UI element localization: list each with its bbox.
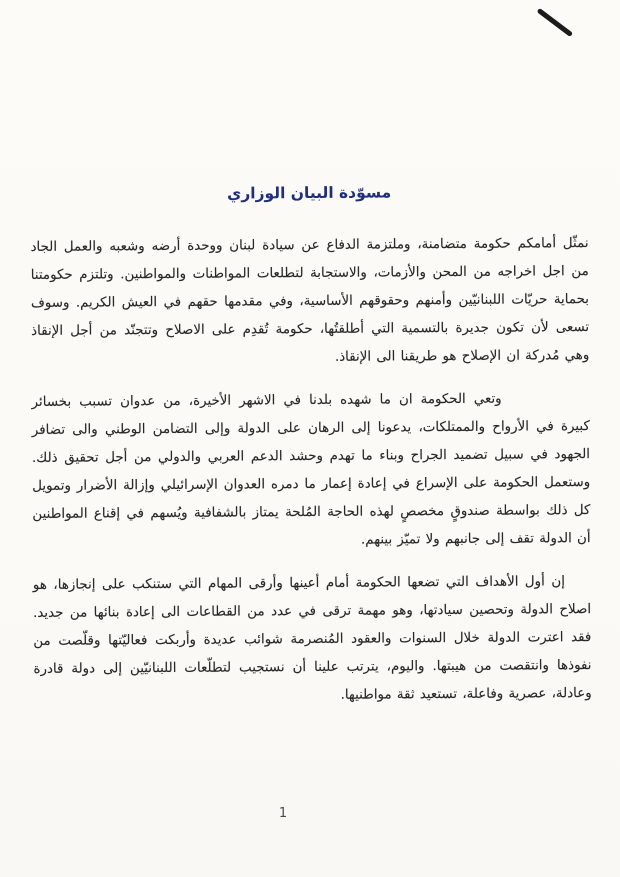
paragraph-1: نمثّل أمامكم حكومة متضامنة، وملتزمة الدفاع عن سيادة لبنان ووحدة أرضه وشعبه والعمل الجاد من اجل اخراجه من المحن والأزمات، والاستجابة لتطلعات المواطنات والمواطنين. وتلتزم حكومتنا بحماية حريّات اللبنانيّين وأمنهم وحقوقهم الأساسية، وفي مقدمها حقهم في العيش الكريم. وسوف تسعى لأن تكون جديرة بالتسمية التي أطلقتُها، حكومة تُقدِم على الاصلاح وتتجنّد من أجل الإنقاذ وهي مُدركة ان الإصلاح هو طريقنا الى الإنقاذ. bbox=[30, 236, 590, 365]
paragraph-2: وتعي الحكومة ان ما شهده بلدنا في الاشهر الأخيرة، من عدوان تسبب بخسائر كبيرة في الأرواح والممتلكات، يدعونا إلى الرهان على الدولة وإلى التضامن الوطني والى تضافر الجهود في سبيل تضميد الجراح وبناء ما تهدم وحشد الدعم العربي والدولي من أجل تحقيق ذلك. وستعمل الحكومة على الإسراع في إعادة إعمار ما دمره العدوان الإسرائيلي وإزالة الأضرار وتمويل كل ذلك بواسطة صندوقٍ مخصصٍ لهذه الحاجة المُلحة يمتاز بالشفافية ويُسهم في إقناع المواطنين أن الدولة تقف إلى جانبهم ولا تميّز بينهم. bbox=[31, 391, 591, 548]
page-number: 1 bbox=[278, 806, 288, 821]
paragraph-3: إن أول الأهداف التي تضعها الحكومة أمام أعينها وأرقى المهام التي ستنكب على إنجازها، هو اصلاح الدولة وتحصين سيادتها، وهو مهمة ترقى في عدد من القطاعات الى إعادة بنائها من جديد. فقد اعترت الدولة خلال السنوات والعقود المُنصرمة شوائب عديدة وأربكت فعاليّتها وقلّصت من نفوذها وانتقصت من هيبتها. واليوم، يترتب علينا أن نستجيب لتطلّعات اللبنانيّين إلى دولة قادرة وعادلة، عصرية وفاعلة، تستعيد ثقة مواطنيها. bbox=[32, 574, 592, 703]
pen-stroke-mark-icon bbox=[537, 8, 573, 37]
document-content bbox=[30, 182, 592, 727]
document-title: مسوّدة البيان الوزاري bbox=[227, 183, 392, 203]
